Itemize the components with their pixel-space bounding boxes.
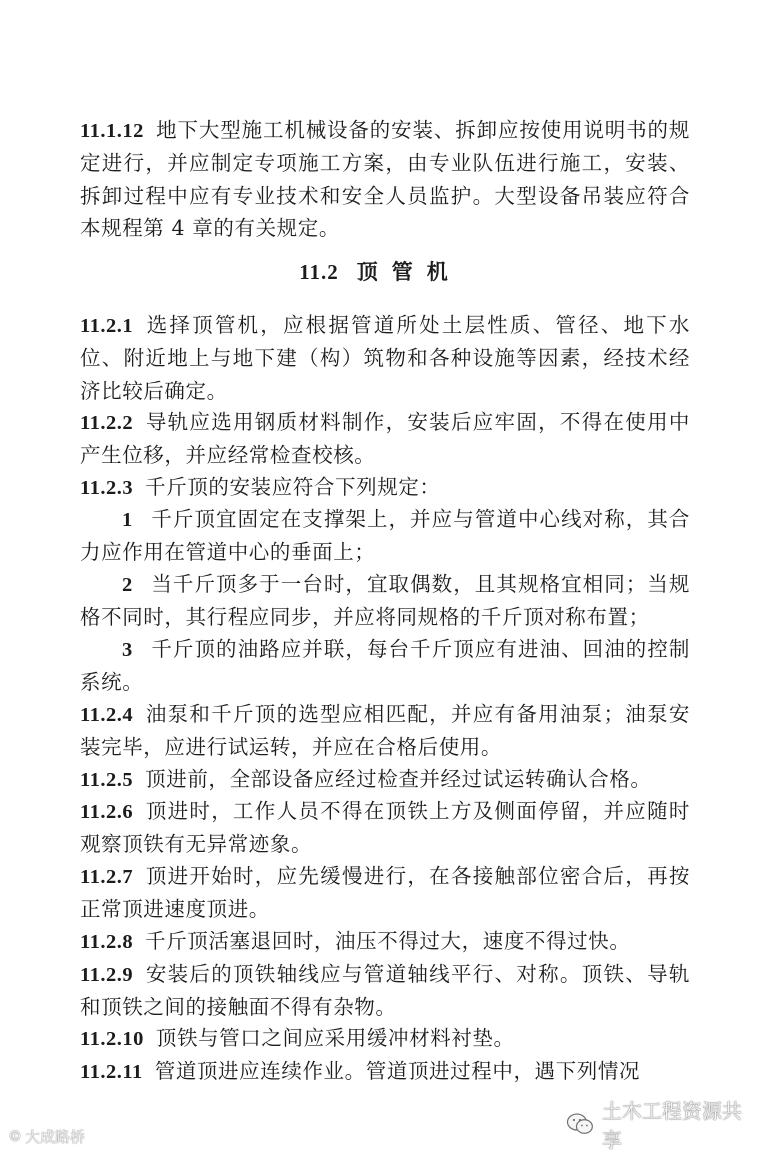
clause-text: 顶铁与管口之间应采用缓冲材料衬垫。 <box>155 1026 515 1050</box>
section-title: 顶管机 <box>356 259 462 284</box>
clause-number: 11.2.4 <box>80 704 134 726</box>
clause-number: 11.2.8 <box>80 931 134 953</box>
clause-11-2-8 <box>80 925 690 958</box>
wechat-icon <box>566 1112 594 1136</box>
watermark-left <box>8 1126 85 1147</box>
clause-number: 11.2.5 <box>80 769 134 791</box>
clause-number: 11.2.9 <box>80 964 134 986</box>
clause-text: 管道顶进应连续作业。管道顶进过程中，遇下列情况 <box>154 1059 641 1083</box>
clause-text: 顶进开始时，应先缓慢进行，在各接触部位密合后，再按正常顶进速度顶进。 <box>80 864 690 922</box>
clause-text: 千斤顶的安装应符合下列规定： <box>145 475 441 499</box>
item-11-2-3-3 <box>80 633 690 699</box>
item-text: 千斤顶宜固定在支撑架上，并应与管道中心线对称，其合力应作用在管道中心的垂面上； <box>80 507 690 565</box>
item-11-2-3-2 <box>80 568 690 634</box>
watermark-right-text: 土木工程资源共享 <box>601 1099 742 1152</box>
clause-text: 顶进前，全部设备应经过检查并经过试运转确认合格。 <box>145 767 652 791</box>
clause-11-1-12 <box>80 114 690 245</box>
clause-text: 地下大型施工机械设备的安装、拆卸应按使用说明书的规定进行，并应制定专项施工方案，由专业队伍进行施工，安装、拆卸过程中应有专业技术和安全人员监护。大型设备吊装应符合本规程第 4 章的有关规定。 <box>80 118 690 241</box>
clause-text: 千斤顶活塞退回时，油压不得过大，速度不得过快。 <box>145 929 631 953</box>
clause-11-2-1 <box>80 309 690 407</box>
item-number: 1 <box>122 509 133 531</box>
clause-11-2-3 <box>80 471 690 504</box>
copyright-icon: © <box>8 1128 22 1145</box>
clause-number: 11.2.6 <box>80 801 134 823</box>
clause-text: 导轨应选用钢质材料制作，安装后应牢固，不得在使用中产生位移，并应经常检查校核。 <box>80 410 690 468</box>
item-11-2-3-1 <box>80 503 690 569</box>
clause-number: 11.2.2 <box>80 412 134 434</box>
clause-number: 11.2.1 <box>80 315 134 337</box>
clause-11-2-11 <box>80 1055 690 1088</box>
watermark-left-text: 大成路桥 <box>25 1128 86 1146</box>
clause-11-2-10 <box>80 1022 690 1055</box>
clause-text: 安装后的顶铁轴线应与管道轴线平行、对称。顶铁、导轨和顶铁之间的接触面不得有杂物。 <box>80 962 690 1020</box>
item-number: 2 <box>122 574 133 596</box>
clause-number: 11.2.10 <box>80 1028 144 1050</box>
section-number: 11.2 <box>299 260 339 284</box>
item-text: 千斤顶的油路应并联，每台千斤顶应有进油、回油的控制系统。 <box>80 637 690 695</box>
clause-11-2-7 <box>80 860 690 926</box>
clause-number: 11.2.7 <box>80 866 134 888</box>
clause-text: 顶进时，工作人员不得在顶铁上方及侧面停留，并应随时观察顶铁有无异常迹象。 <box>80 799 690 857</box>
clause-11-2-5 <box>80 763 690 796</box>
item-number: 3 <box>122 639 133 661</box>
watermark-right <box>566 1095 761 1153</box>
clause-text: 选择顶管机，应根据管道所处土层性质、管径、地下水位、附近地上与地下建（构）筑物和各种设施等因素，经技术经济比较后确定。 <box>80 313 690 403</box>
clause-11-2-9 <box>80 958 690 1024</box>
clause-number: 11.2.3 <box>80 477 134 499</box>
clause-11-2-6 <box>80 795 690 861</box>
clause-number: 11.1.12 <box>80 120 144 142</box>
clause-number: 11.2.11 <box>80 1061 143 1083</box>
item-text: 当千斤顶多于一台时，宜取偶数，且其规格宜相同；当规格不同时，其行程应同步，并应将同规格的千斤顶对称布置； <box>80 572 690 630</box>
section-heading <box>0 256 761 286</box>
clause-11-2-4 <box>80 698 690 764</box>
clause-text: 油泵和千斤顶的选型应相匹配，并应有备用油泵；油泵安装完毕，应进行试运转，并应在合格后使用。 <box>80 702 690 760</box>
clause-11-2-2 <box>80 406 690 472</box>
